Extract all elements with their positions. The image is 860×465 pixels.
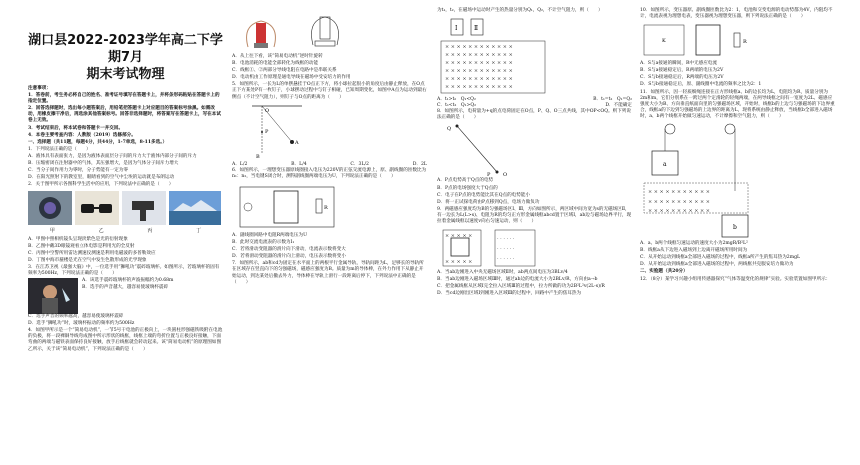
question-4: 4．如图甲所示是一个“简易电动机”，一节5号干电池的正极向上，一块圆柱形强磁铁吸附在电池的负极，将一段裸铜导线弯成图中所示形状的线框，线框上端的弯折位置与正极良好接触，下面弯曲的两端与磁铁表面保持良好接触，放手后线框就会转动起来。该“简易电动机”的原理图如图乙所示，关于该“简易电动机”，下列说法正确的是（ ） xyxy=(28,328,223,352)
svg-text:× × × × × × × × × × × ×: × × × × × × × × × × × × xyxy=(445,52,513,59)
exam-title-line1: 湖口县2022-2023学年高二下学期7月 xyxy=(28,33,223,65)
question-6: 6．如图所示，一理想变压器原线圈接入电压为220V的正弦交流电源上，原、副线圈的匝数比为n₁：n₂，当电键S闭合时，测得副线圈两端电压为U，下列说法正确的是（ ） xyxy=(232,167,427,179)
question-10: 10．如图所示，变压器原、副线圈匝数比为2：1，电池和交变电源的电动势都为4V，内阻均不计，电流表视为理想电表，变压器视为理想变压器，则下列说法正确的是（ ） xyxy=(640,8,833,20)
notice-item: 2．回答选择题时，选出每小题答案后，用铅笔把答题卡上对应题目的答案标号涂黑。如需改动，用橡皮擦干净后，再选涂其他答案标号。回答非选择题时，将答案写在答题卡上，写在本试卷上无效。 xyxy=(28,106,221,124)
diagram-transformer-switch xyxy=(640,21,770,61)
question-7: 7．如图所示，ab和cd为固定在水平面上的两根平行金属导轨，导轨间距为L，足够长的导轨所在区域存在竖直向下的匀强磁场，磁感应强度为B。质量为m的导体棒，在外力作用下从静止开始运动，到达某处后撤去外力，导体棒在导轨上滑行一段距离后停下，下列说法中正确的是（ ） xyxy=(232,261,424,285)
option: D．S与b接通稳定后，原、副线圈中电流的频率之比为2：1 xyxy=(640,82,762,88)
option: D．若将滑动变阻器的滑片向上滑动，电压表示数将变小 xyxy=(232,254,346,260)
option: A．当ab边刚进入中央无磁场区域Ⅱ时，ab两点间电压为3BLv/4 xyxy=(437,270,568,276)
diagram-simple-motor xyxy=(232,11,292,51)
label-r: R xyxy=(324,204,328,211)
diagram-motor-principle xyxy=(295,11,355,51)
option: D．不能确定 xyxy=(605,103,632,109)
question-7-continued: 为t₁，t₂，在磁场中运动时产生的热量分别为Q₁，Q₂，不计空气阻力，则（ ） xyxy=(437,8,603,13)
diagram-pulley-frames xyxy=(640,121,760,241)
section-1-header: 一、选择题（共11题，每题4分，共44分，1-7单选，8-11多选。） xyxy=(28,139,168,145)
option: C．从开始运动到线框a全部进入磁场的过程中，线框a所产生的焦耳热为2mgL xyxy=(640,255,801,261)
option: B．电池消耗的电能全部转化为线框的动能 xyxy=(232,61,319,67)
option: A．a、b两个线框匀速运动的速度大小为2mgR/B²L² xyxy=(640,241,748,247)
option: A．从上往下看，该“简易电动机”逆时针旋转 xyxy=(232,54,323,59)
svg-text:× × × × ×: × × × × × xyxy=(445,233,473,240)
question-12: 12．（8分）某学习兴趣小组用传感器探究“气体等温变化的规律”实验。实验装置如图甲所示： xyxy=(640,276,831,282)
question-11: 11．如图所示，因一轻质细绳连接在正方形线框a、b的边长均为L，电阻均为R，质量分别为2m和m，它们分别系在一跨过两个定滑轮的轻绳两端，在两导线框之间有一宽度为2L、磁感应强度大小为B、方向垂直纸面向里的匀强磁场区域，开始时，线框b的上边与匀强磁场的下边界重合，线框a的下边到匀强磁场的上边界的距离为L，现将系统由静止释放，当线框b全部进入磁场时，a、b两个线框开始做匀速运动，不计摩擦和空气阻力，则（ ） xyxy=(640,89,835,119)
caption-bing: 丙 xyxy=(147,228,153,235)
caption-yi: 乙 xyxy=(98,228,104,235)
option: B．P点的电场强度大于Q点的 xyxy=(437,185,498,191)
option: A．液体具有表面张力，是因为液体表面层分子间的斥力大于液体内部分子间的斥力 xyxy=(28,153,197,159)
diagram-point-charge xyxy=(437,122,557,178)
option: D．选手“狮吼功”时，玻璃杯振动的频率约为500Hz xyxy=(28,321,135,327)
option: C．3L/2 xyxy=(350,161,369,167)
option: A．副线圈回路中电阻R两端电压为U xyxy=(232,232,307,238)
option: C．丙图中空警所用雷达测速仪测速是利用电磁波的多普勒效应 xyxy=(28,250,156,256)
option: C．选手声音的频率越高，越容易使玻璃杯震碎 xyxy=(28,314,124,320)
label-o-point: O xyxy=(503,172,508,179)
notice-item: 3．考试结束后，将本试卷和答题卡一并交回。 xyxy=(28,125,124,131)
option: B．L/4 xyxy=(291,161,307,167)
caption-jia: 甲 xyxy=(49,228,55,235)
label-region-ii: Ⅱ xyxy=(474,25,479,33)
label-p: P xyxy=(265,128,269,135)
svg-text:× × × × × × × × × × ×: × × × × × × × × × × × xyxy=(648,199,710,206)
column-2 xyxy=(232,8,427,287)
exam-title-line2: 期末考试物理 xyxy=(86,67,165,82)
option: D．将一正试探电荷由P点移到Q点，电场力做负功 xyxy=(437,199,540,205)
option: D．丁图中海市蜃楼是光在空气中发生色散形成的光学现象 xyxy=(28,257,147,263)
svg-text:× × × × × × × × × × × ×: × × × × × × × × × × × × xyxy=(445,68,513,75)
svg-text:· · · · · ·: · · · · · · xyxy=(497,236,515,243)
option: B．线框a从下边进入磁场到上边离开磁场所用时间为 xyxy=(640,248,748,254)
photo-radar-gun xyxy=(122,191,166,225)
option: D．在阳光照射下的教室里，眼睛看到的空气中尘埃的运动就是布朗运动 xyxy=(28,175,175,181)
notice-header: 注意事项： xyxy=(28,86,51,91)
diagram-pendulum xyxy=(232,102,322,162)
option: B．t₁=t₂ Q₁=Q₂ xyxy=(593,97,632,103)
option: D．从开始运动到线框a全部进入磁场的过程中，两线框共克服安培力做功为 xyxy=(640,262,794,268)
option: C．t₁<t₂ Q₁>Q₂ xyxy=(437,103,476,109)
option: A．S与a接通的瞬间，R中无感应电流 xyxy=(640,61,717,67)
option: B．乙图中戴3D眼镜观看立体电影是利用光的全反射 xyxy=(28,243,135,249)
column-1 xyxy=(28,8,223,354)
photo-singer xyxy=(28,278,78,314)
notice-item: 1．答卷前，考生务必将自己的姓名、准考证号填写在答题卡上，并将条形码粘贴在答题卡上的指定位置。 xyxy=(28,93,220,105)
label-region-i: Ⅰ xyxy=(455,25,458,33)
option: D．当cd边刚出区域Ⅰ到刚进入区域Ⅲ的过程中，回路中产生的焦耳热为 xyxy=(437,291,582,297)
option: B．压缩密闭在注射器中的气体，其压强增大，是因为气体分子间斥力增大 xyxy=(28,161,179,167)
q2-figure-captions xyxy=(28,228,223,234)
question-3: 3．在江苏卫视《最强大脑》中，一位选手用“狮吼功”震碎玻璃杯。如图所示，若玻璃杯的固有频率为500Hz，下列说法正确的是（ ） xyxy=(28,264,220,276)
question-2: 2．关于图甲所示各图科学生活中的应用，下列说法中正确的是（ ） xyxy=(28,182,174,188)
option: C．电子在P点的电势能比其在Q点的电势能小 xyxy=(437,192,531,198)
diagram-transformer-circuit xyxy=(232,181,342,233)
option: C．线框①、②两部分导线电阻在电路中是串联关系 xyxy=(232,68,337,74)
option: C．当分子间作用力为零时，分子势能有一定为零 xyxy=(28,168,128,174)
label-a: A xyxy=(295,139,299,146)
question-8: 8．如图所示，电荷量为+q的点电荷固定在O点，P、Q、O三点共线，其中OP<OQ。则下列说法正确的是（ ） xyxy=(437,109,631,121)
label-p-point: P xyxy=(487,172,491,179)
question-5: 5．如图所示，一长为L的单摆悬挂于O点正下方，将小球拉起很小的角度后由静止释放，在O点正下方某处P有一枚钉子，小球摆动过程中与钉子相碰，已知周期变化，如图中A点为运动到最右侧点（不计空气阻力），则钉子与O点的距离为（ ） xyxy=(232,82,427,100)
photo-mirage xyxy=(169,191,221,225)
option: B．选手的声音越大，越容易使玻璃杯震碎 xyxy=(82,285,169,291)
label-q-point: Q xyxy=(447,126,452,133)
photo-camera-lens xyxy=(28,191,72,225)
option: C．若将滑动变阻器的滑片向下滑动，电流表示数将变大 xyxy=(232,247,346,253)
svg-text:× × × × × × × × × × × ×: × × × × × × × × × × × × xyxy=(445,60,513,67)
option: B．S与a接通稳定后，R两端的电压为2V xyxy=(640,68,724,74)
option: D．电动机由工作原理是通电导线在磁场中受安培力的作用 xyxy=(232,75,351,81)
option: A．P点电势高于Q点的电势 xyxy=(437,178,494,184)
q2-figures xyxy=(28,191,223,225)
q4-figures xyxy=(232,11,427,51)
section-2-header: 二、实验题（共20分） xyxy=(640,269,688,275)
photo-3d-glasses xyxy=(75,191,119,225)
option: A．该选手震碎玻璃杯的声波振幅约为0.68m xyxy=(82,278,174,284)
notice-item: 4．本卷主要考查内容：人教版（2019）选修部分。 xyxy=(28,132,136,138)
option: A．t₁>t₂ Q₁<Q₂ xyxy=(437,97,476,103)
label-o: O xyxy=(265,107,270,114)
column-4 xyxy=(640,8,835,284)
option: A．甲图中照相机镜头呈现淡紫色是光的衍射现象 xyxy=(28,236,128,242)
question-1: 1．下列说法正确的是（ ） xyxy=(28,146,91,152)
svg-text:× × × × ×: × × × × × xyxy=(445,259,473,266)
svg-text:× × × × × × × × × × × ×: × × × × × × × × × × × × xyxy=(445,44,513,51)
option: C．S与b接通稳定后，R两端的电压为2V xyxy=(640,75,724,81)
option: D．2L xyxy=(412,161,427,167)
svg-text:× × × × × × × × × × × ×: × × × × × × × × × × × × xyxy=(445,76,513,83)
column-3 xyxy=(437,8,632,299)
label-coil-b: b xyxy=(733,224,737,232)
label-b: B xyxy=(256,153,260,160)
caption-ding: 丁 xyxy=(196,228,202,235)
option: C．把金属线框从区域Ⅰ完全拉入区域Ⅲ的过程中，拉力所做的功为2B²L²v(2L-s)/R xyxy=(437,284,605,290)
question-9: 9．两磁感应强度均为B的匀强磁场区Ⅰ、Ⅲ，方向如图所示，两区域中间为宽为s的无磁场区Ⅱ，有一边长为L(L>s)、电阻为R的均匀正方形金属线框abcd置于区域Ⅰ，ab边与磁场边界平行，现拉着金属线框以速度v向右匀速运动，则（ ） xyxy=(437,206,632,225)
label-r2: R xyxy=(743,39,747,46)
svg-text:· · · · · ·: · · · · · · xyxy=(497,246,515,253)
svg-text:× × × × × × × × × × × ×: × × × × × × × × × × × × xyxy=(445,84,513,91)
svg-text:· · · · · ·: · · · · · · xyxy=(497,256,515,263)
label-k: K xyxy=(662,38,666,45)
label-coil-a: a xyxy=(663,161,667,169)
option: B．此时交流电流表的示数为I₁ xyxy=(232,240,295,246)
svg-text:× × × × × × × × × × ×: × × × × × × × × × × × xyxy=(648,208,710,215)
diagram-magnetic-field-grid xyxy=(437,15,557,97)
exam-title xyxy=(28,32,223,83)
option: B．当ab边刚进入磁场区域Ⅲ时，通过ab边的电流大小为2BLv/R，方向由a→b xyxy=(437,277,598,283)
svg-text:× × × × × × × × × × ×: × × × × × × × × × × × xyxy=(648,189,710,196)
diagram-field-regions xyxy=(437,226,557,270)
option: A．L/2 xyxy=(232,161,248,167)
